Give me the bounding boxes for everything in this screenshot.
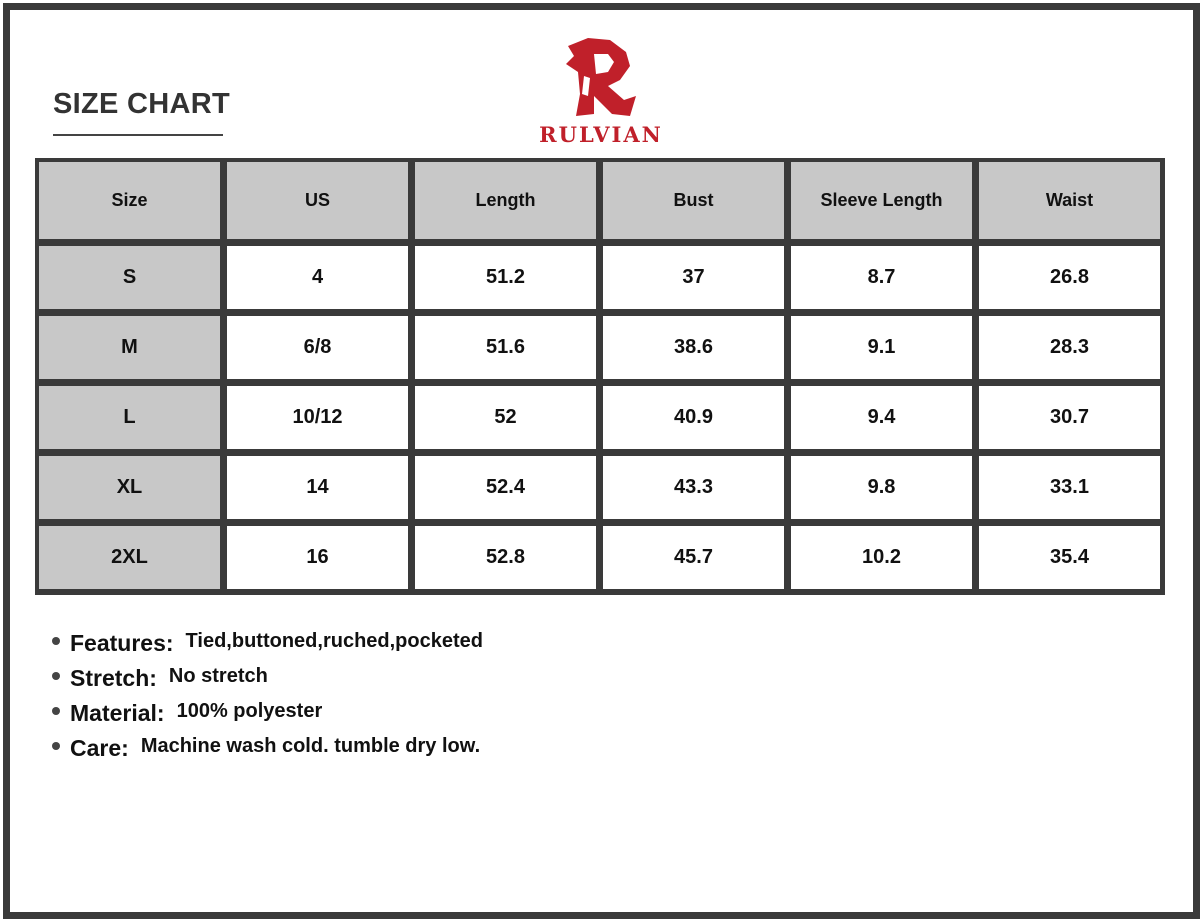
- column-header: Bust: [603, 162, 784, 239]
- feature-item: [52, 727, 483, 762]
- feature-value: No stretch: [168, 665, 268, 687]
- bullet-icon: [52, 707, 60, 715]
- bullet-icon: [52, 742, 60, 750]
- size-cell: S: [39, 246, 220, 309]
- table-cell: 9.4: [791, 386, 972, 449]
- brand-name: RULVIAN: [539, 122, 663, 147]
- bullet-icon: [52, 637, 60, 645]
- table-cell: 30.7: [979, 386, 1160, 449]
- table-cell: 52: [415, 386, 596, 449]
- feature-value: Machine wash cold. tumble dry low.: [140, 735, 481, 757]
- feature-value: Tied,buttoned,ruched,pocketed: [185, 630, 483, 652]
- table-cell: 35.4: [979, 526, 1160, 589]
- table-cell: 10/12: [227, 386, 408, 449]
- feature-item: [52, 657, 483, 692]
- table-cell: 51.6: [415, 316, 596, 379]
- column-header: Length: [415, 162, 596, 239]
- table-cell: 37: [603, 246, 784, 309]
- table-cell: 52.4: [415, 456, 596, 519]
- feature-label: Stretch:: [70, 665, 157, 691]
- table-cell: 26.8: [979, 246, 1160, 309]
- table-cell: 4: [227, 246, 408, 309]
- bullet-icon: [52, 672, 60, 680]
- table-cell: 10.2: [791, 526, 972, 589]
- brand-logo: [528, 36, 674, 146]
- table-cell: 16: [227, 526, 408, 589]
- feature-label: Care:: [70, 735, 129, 761]
- table-cell: 9.8: [791, 456, 972, 519]
- column-header: Sleeve Length: [791, 162, 972, 239]
- table-cell: 52.8: [415, 526, 596, 589]
- feature-label: Features:: [70, 630, 174, 656]
- table-cell: 33.1: [979, 456, 1160, 519]
- feature-item: [52, 622, 483, 657]
- size-cell: 2XL: [39, 526, 220, 589]
- title-underline: [53, 134, 223, 136]
- feature-value: 100% polyester: [176, 700, 323, 722]
- size-cell: L: [39, 386, 220, 449]
- column-header: Waist: [979, 162, 1160, 239]
- table-cell: 8.7: [791, 246, 972, 309]
- table-cell: 14: [227, 456, 408, 519]
- table-cell: 40.9: [603, 386, 784, 449]
- size-cell: M: [39, 316, 220, 379]
- table-cell: 38.6: [603, 316, 784, 379]
- feature-label: Material:: [70, 700, 165, 726]
- feature-item: [52, 692, 483, 727]
- size-table: [35, 158, 1165, 595]
- page-title: SIZE CHART: [53, 88, 230, 120]
- table-cell: 9.1: [791, 316, 972, 379]
- column-header: Size: [39, 162, 220, 239]
- r-logo-icon: [564, 36, 638, 118]
- table-cell: 45.7: [603, 526, 784, 589]
- column-header: US: [227, 162, 408, 239]
- table-cell: 43.3: [603, 456, 784, 519]
- table-cell: 28.3: [979, 316, 1160, 379]
- size-cell: XL: [39, 456, 220, 519]
- table-cell: 6/8: [227, 316, 408, 379]
- table-cell: 51.2: [415, 246, 596, 309]
- product-features: [52, 622, 483, 762]
